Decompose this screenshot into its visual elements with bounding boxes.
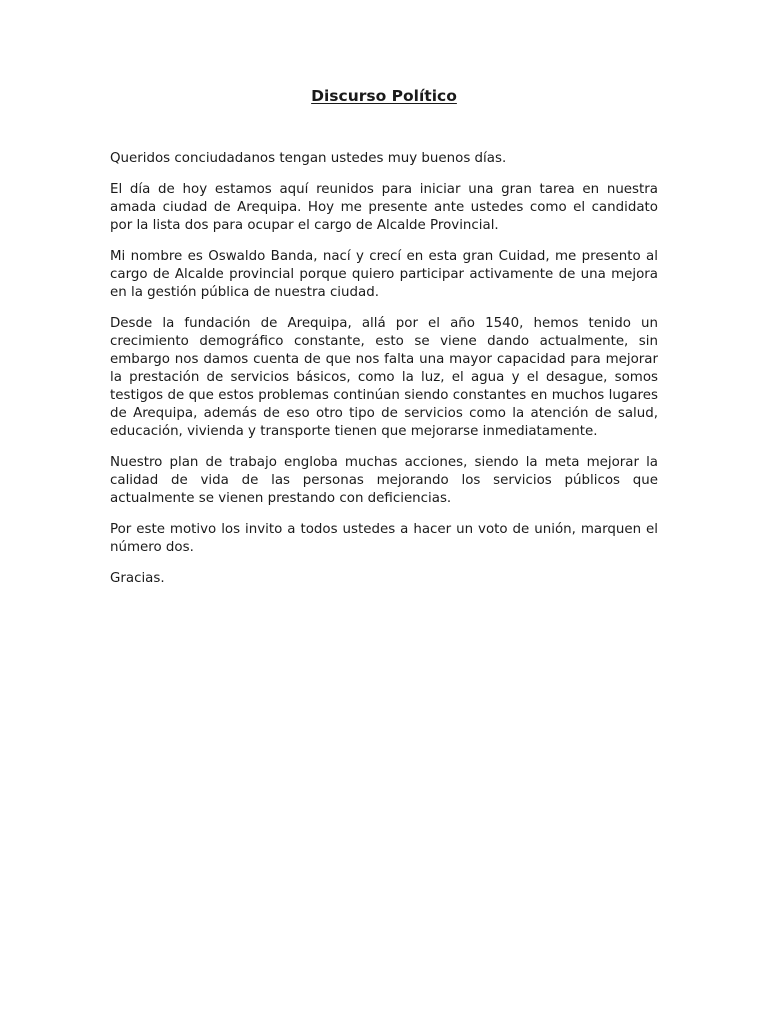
document-body — [110, 150, 658, 601]
paragraph-introduction: El día de hoy estamos aquí reunidos para iniciar una gran tarea en nuestra amada ciudad de Arequipa. Hoy me presente ante ustedes como el candidato por la lista dos para ocupar el cargo de Alcalde Provincial. — [110, 182, 658, 233]
paragraph-call-to-vote: Por este motivo los invito a todos ustedes a hacer un voto de unión, marquen el número dos. — [110, 522, 658, 555]
paragraph-greeting: Queridos conciudadanos tengan ustedes muy buenos días. — [110, 151, 507, 166]
paragraph-history: Desde la fundación de Arequipa, allá por el año 1540, hemos tenido un crecimiento demográfico constante, esto se viene dando actualmente, sin embargo nos damos cuenta de que nos falta una mayor capacidad para mejorar la prestación de servicios básicos, como la luz, el agua y el desague, somos testigos de que estos problemas continúan siendo constantes en muchos lugares de Arequipa, además de eso otro tipo de servicios como la atención de salud, educación, vivienda y transporte tienen que mejorarse inmediatamente. — [110, 316, 658, 439]
paragraph-plan: Nuestro plan de trabajo engloba muchas acciones, siendo la meta mejorar la calidad de vida de las personas mejorando los servicios públicos que actualmente se vienen prestando con deficiencias. — [110, 455, 658, 506]
document-title: Discurso Político — [311, 87, 457, 105]
paragraph-closing: Gracias. — [110, 571, 165, 586]
paragraph-candidate: Mi nombre es Oswaldo Banda, nací y crecí en esta gran Cuidad, me presento al cargo de Alcalde provincial porque quiero participar activamente de una mejora en la gestión pública de nuestra ciudad. — [110, 249, 658, 300]
